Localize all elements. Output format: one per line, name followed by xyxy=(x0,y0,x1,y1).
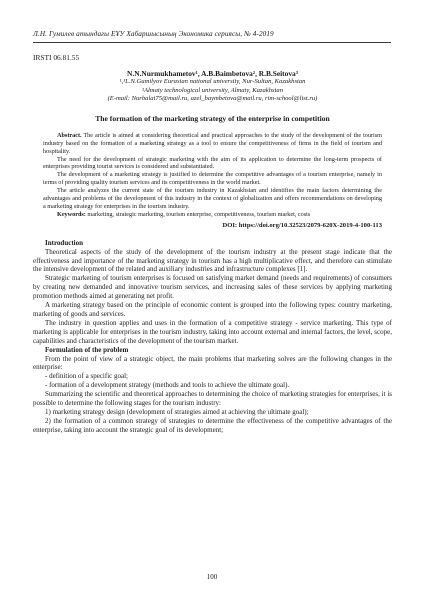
keywords-text: marketing, strategic marketing, tourism enterprise, competitiveness, tourism market, costs xyxy=(87,210,311,218)
abstract xyxy=(33,132,392,219)
abstract-text-1: The article is aimed at considering theoretical and practical approaches to the study of the development of the tourism industry based on the formation of a marketing strategy as a tool to ensure the competitiveness of firms in the field of tourism and hospitality. xyxy=(43,131,382,155)
abstract-p1 xyxy=(43,132,382,156)
intro-p3: A marketing strategy based on the principle of economic content is grouped into the following types: country marketing, marketing of goods and services. xyxy=(33,301,392,318)
doi-link[interactable]: DOI: https://doi.org/10.32523/2079-620X-2019-4-100-113 xyxy=(222,221,382,229)
affiliation-2: ²Almaty technological university, Almaty, Kazakhstan xyxy=(141,86,284,94)
introduction-heading: Introduction xyxy=(45,238,83,247)
affiliation-1: ¹,³L.N.Gumilyov Eurasian national university, Nur-Sultan, Kazakhstan xyxy=(119,78,306,85)
main-text xyxy=(33,239,392,435)
article-body xyxy=(33,53,392,435)
intro-p4: The industry in question applies and uses in the formation of a competitive strategy - service marketing. This type of marketing is applicable for enterprises in the tourism industry, taking into account external and internal factors, the level, scope, capabilities and characteristics of the development of the tourism market. xyxy=(33,318,392,345)
list-item: - definition of a specific goal; xyxy=(45,372,128,381)
authors: N.N.Nurmukhametov¹, A.B.Baimbetova², R.B.Seitova³ xyxy=(127,69,298,78)
intro-p2: Strategic marketing of tourism enterprises is focused on satisfying market demand (needs and requirements) of consumers by creating new demanded and innovative tourism services, and increasing sales of these services by applying marketing promotion methods aimed at generating net profit. xyxy=(33,274,392,301)
keywords-label: Keywords: xyxy=(57,210,86,218)
problem-heading: Formulation of the problem xyxy=(45,345,129,354)
author-emails: (E-mail: Nurbalat75@mail.ru, azel_baymbetova@mail.ru, rim-school@list.ru) xyxy=(107,95,318,103)
abstract-p2: The need for the development of strategic marketing with the aim of its application to determine the long-term prospects of enterprises providing tourist services is considered and substantiated. xyxy=(43,155,382,171)
problem-p3: 1) marketing strategy design (development of strategies aimed at achieving the ultimate goal); xyxy=(45,407,309,416)
keywords xyxy=(43,211,382,219)
abstract-p4: The article analyzes the current state of the tourism industry in Kazakhstan and identifies the main factors determining the advantages and problems of the development of this industry in the context of globalization and offers recommendations on developing a marketing strategy for enterprises in the tourism industry. xyxy=(43,187,382,210)
journal-header: Л.Н. Гумилев атындағы ЕҰУ Хабаршысының Экономика сериясы, № 4-2019 xyxy=(33,30,391,43)
abstract-label: Abstract. xyxy=(57,131,82,139)
intro-p1: Theoretical aspects of the study of the development of the tourism industry at the present stage indicate that the effectiveness and importance of the marketing strategy in tourism has a high multiplicative effect, and therefore can stimulate the intensive development of the related and auxiliary industries and infrastructure complexes [1]. xyxy=(33,247,392,274)
problem-p1: From the point of view of a strategic object, the main problems that marketing solves are the following changes in the enterprise: xyxy=(33,354,392,372)
irsti-code: IRSTI 06.81.55 xyxy=(33,53,80,62)
article-title: The formation of the marketing strategy of the enterprise in competition xyxy=(95,113,330,123)
abstract-p3: The development of a marketing strategy is justified to determine the competitive advantages of a tourism enterprise, namely in terms of providing quality tourism services and its competitiveness in the world market. xyxy=(43,171,382,187)
list-item: - formation of a development strategy (methods and tools to achieve the ultimate goal). xyxy=(45,381,290,390)
page-number: 100 xyxy=(206,573,218,581)
problem-p2: Summarizing the scientific and theoretical approaches to determining the choice of marketing strategies for enterprises, it is possible to determine the following stages for the tourism industry: xyxy=(33,390,392,408)
problem-p4: 2) the formation of a common strategy of strategies to determine the effectiveness of the competitive advantages of the enterprise, taking into account the strategic goal of its development; xyxy=(33,416,392,434)
